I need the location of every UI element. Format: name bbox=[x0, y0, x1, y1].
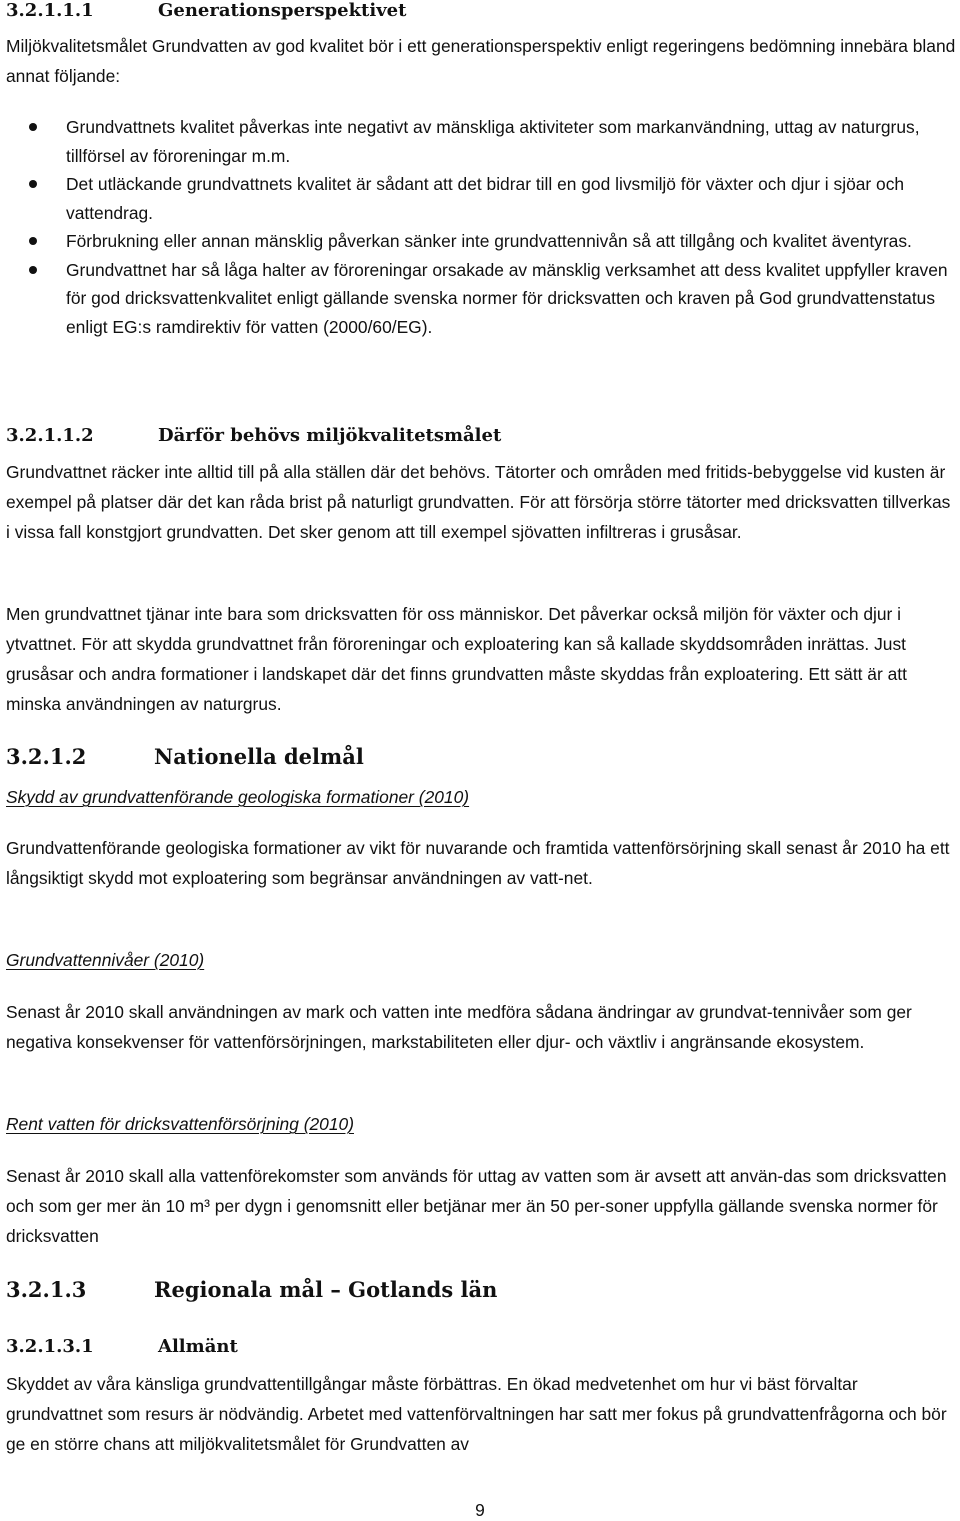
bullet-item-4 bbox=[0, 256, 950, 342]
bullet-item-3 bbox=[0, 227, 950, 256]
paragraph-grundvattenforande: Grundvattenförande geologiska formationer av vikt för nuvarande och framtida vattenförsörjning skall senast år 2010 ha ett långsiktigt skydd mot exploatering som begränsar användningen av vatt-net. bbox=[6, 838, 950, 888]
page-number: 9 bbox=[475, 1500, 485, 1520]
heading-number: 3.2.1.1.2 bbox=[6, 425, 94, 446]
heading-title: Därför behövs miljökvalitetsmålet bbox=[158, 425, 502, 446]
intro-paragraph: Miljökvalitetsmålet Grundvatten av god kvalitet bör i ett generationsperspektiv enligt regeringens bedömning innebära bland annat följande: bbox=[6, 36, 956, 86]
heading-title: Nationella delmål bbox=[154, 744, 364, 769]
bullet-text: Grundvattnet har så låga halter av föroreningar orsakade av mänsklig verksamhet att dess kvalitet uppfyller kraven för god dricksvattenkvalitet enligt gällande svenska normer för dricksvatten och kraven på God grundvattenstatus enligt EG:s ramdirektiv för vatten (2000/60/EG). bbox=[66, 259, 948, 337]
bullet-text: Grundvattnets kvalitet påverkas inte negativt av mänskliga aktiviteter som markanvändning, uttag av naturgrus, tillförsel av föroreningar m.m. bbox=[66, 117, 920, 166]
bullet-icon bbox=[29, 180, 37, 188]
subheading-text: Skydd av grundvattenförande geologiska formationer (2010) bbox=[6, 787, 470, 807]
subheading-grundvattennivaer bbox=[6, 945, 956, 975]
subheading-text: Grundvattennivåer (2010) bbox=[6, 950, 205, 970]
paragraph-senast-mark-vatten: Senast år 2010 skall användningen av mark och vatten inte medföra sådana ändringar av grundvat-tennivåer som ger negativa konsekvenser för vattenförsörjningen, markstabiliteten eller djur- och växtliv i angränsande ekosystem. bbox=[6, 1002, 912, 1052]
bullet-text: Det utläckande grundvattnets kvalitet är sådant att det bidrar till en god livsmiljö för växter och djur i sjöar och vattendrag. bbox=[66, 174, 905, 223]
goal-bullet-list bbox=[0, 113, 960, 341]
paragraph-grundvattnet-racker: Grundvattnet räcker inte alltid till på alla ställen där det behövs. Tätorter och områden med fritids-bebyggelse vid kusten är exempel på platser där det kan råda brist på naturligt grundvatten. För att försörja större tätorter med dricksvatten tillverkas i vissa fall konstgjort grundvatten. Det sker genom att till exempel sjövatten infiltreras i grusåsar. bbox=[6, 462, 951, 542]
subheading-rent-vatten bbox=[6, 1109, 956, 1139]
heading-number: 3.2.1.3 bbox=[6, 1277, 87, 1302]
bullet-text: Förbrukning eller annan mänsklig påverkan sänker inte grundvattennivån så att tillgång och kvalitet äventyras. bbox=[66, 231, 912, 251]
bullet-item-1 bbox=[0, 113, 950, 170]
heading-number: 3.2.1.3.1 bbox=[6, 1336, 94, 1357]
heading-title: Generationsperspektivet bbox=[158, 0, 407, 21]
heading-title: Regionala mål – Gotlands län bbox=[154, 1277, 498, 1302]
subheading-text: Rent vatten för dricksvattenförsörjning (2010) bbox=[6, 1114, 354, 1134]
bullet-icon bbox=[29, 266, 37, 274]
subheading-skydd bbox=[6, 782, 956, 812]
heading-title: Allmänt bbox=[158, 1336, 238, 1357]
bullet-icon bbox=[29, 123, 37, 131]
paragraph-senast-vattenforekomster: Senast år 2010 skall alla vattenförekomster som används för uttag av vatten som är avsett att använ-das som dricksvatten och som ger mer än 10 m³ per dygn i genomsnitt eller betjänar mer än 50 per-soner uppfylla gällande svenska normer för dricksvatten bbox=[6, 1166, 947, 1246]
bullet-item-2 bbox=[0, 170, 950, 227]
heading-number: 3.2.1.1.1 bbox=[6, 0, 94, 21]
paragraph-men-grundvattnet: Men grundvattnet tjänar inte bara som dricksvatten för oss människor. Det påverkar också miljön för växter och djur i ytvattnet. För att skydda grundvattnet från föroreningar och exploatering kan så kallade skyddsområden inrättas. Just grusåsar och andra formationer i landskapet där det finns grundvatten måste skyddas från exploatering. Ett sätt är att minska användningen av naturgrus. bbox=[6, 604, 907, 714]
paragraph-skyddet: Skyddet av våra känsliga grundvattentillgångar måste förbättras. En ökad medvetenhet om hur vi bäst förvaltar grundvattnet som resurs är nödvändig. Arbetet med vattenförvaltningen har satt mer fokus på grundvattenfrågorna och bör ge en större chans att miljökvalitetsmålet för Grundvatten av bbox=[6, 1374, 947, 1454]
bullet-icon bbox=[29, 237, 37, 245]
heading-number: 3.2.1.2 bbox=[6, 744, 87, 769]
